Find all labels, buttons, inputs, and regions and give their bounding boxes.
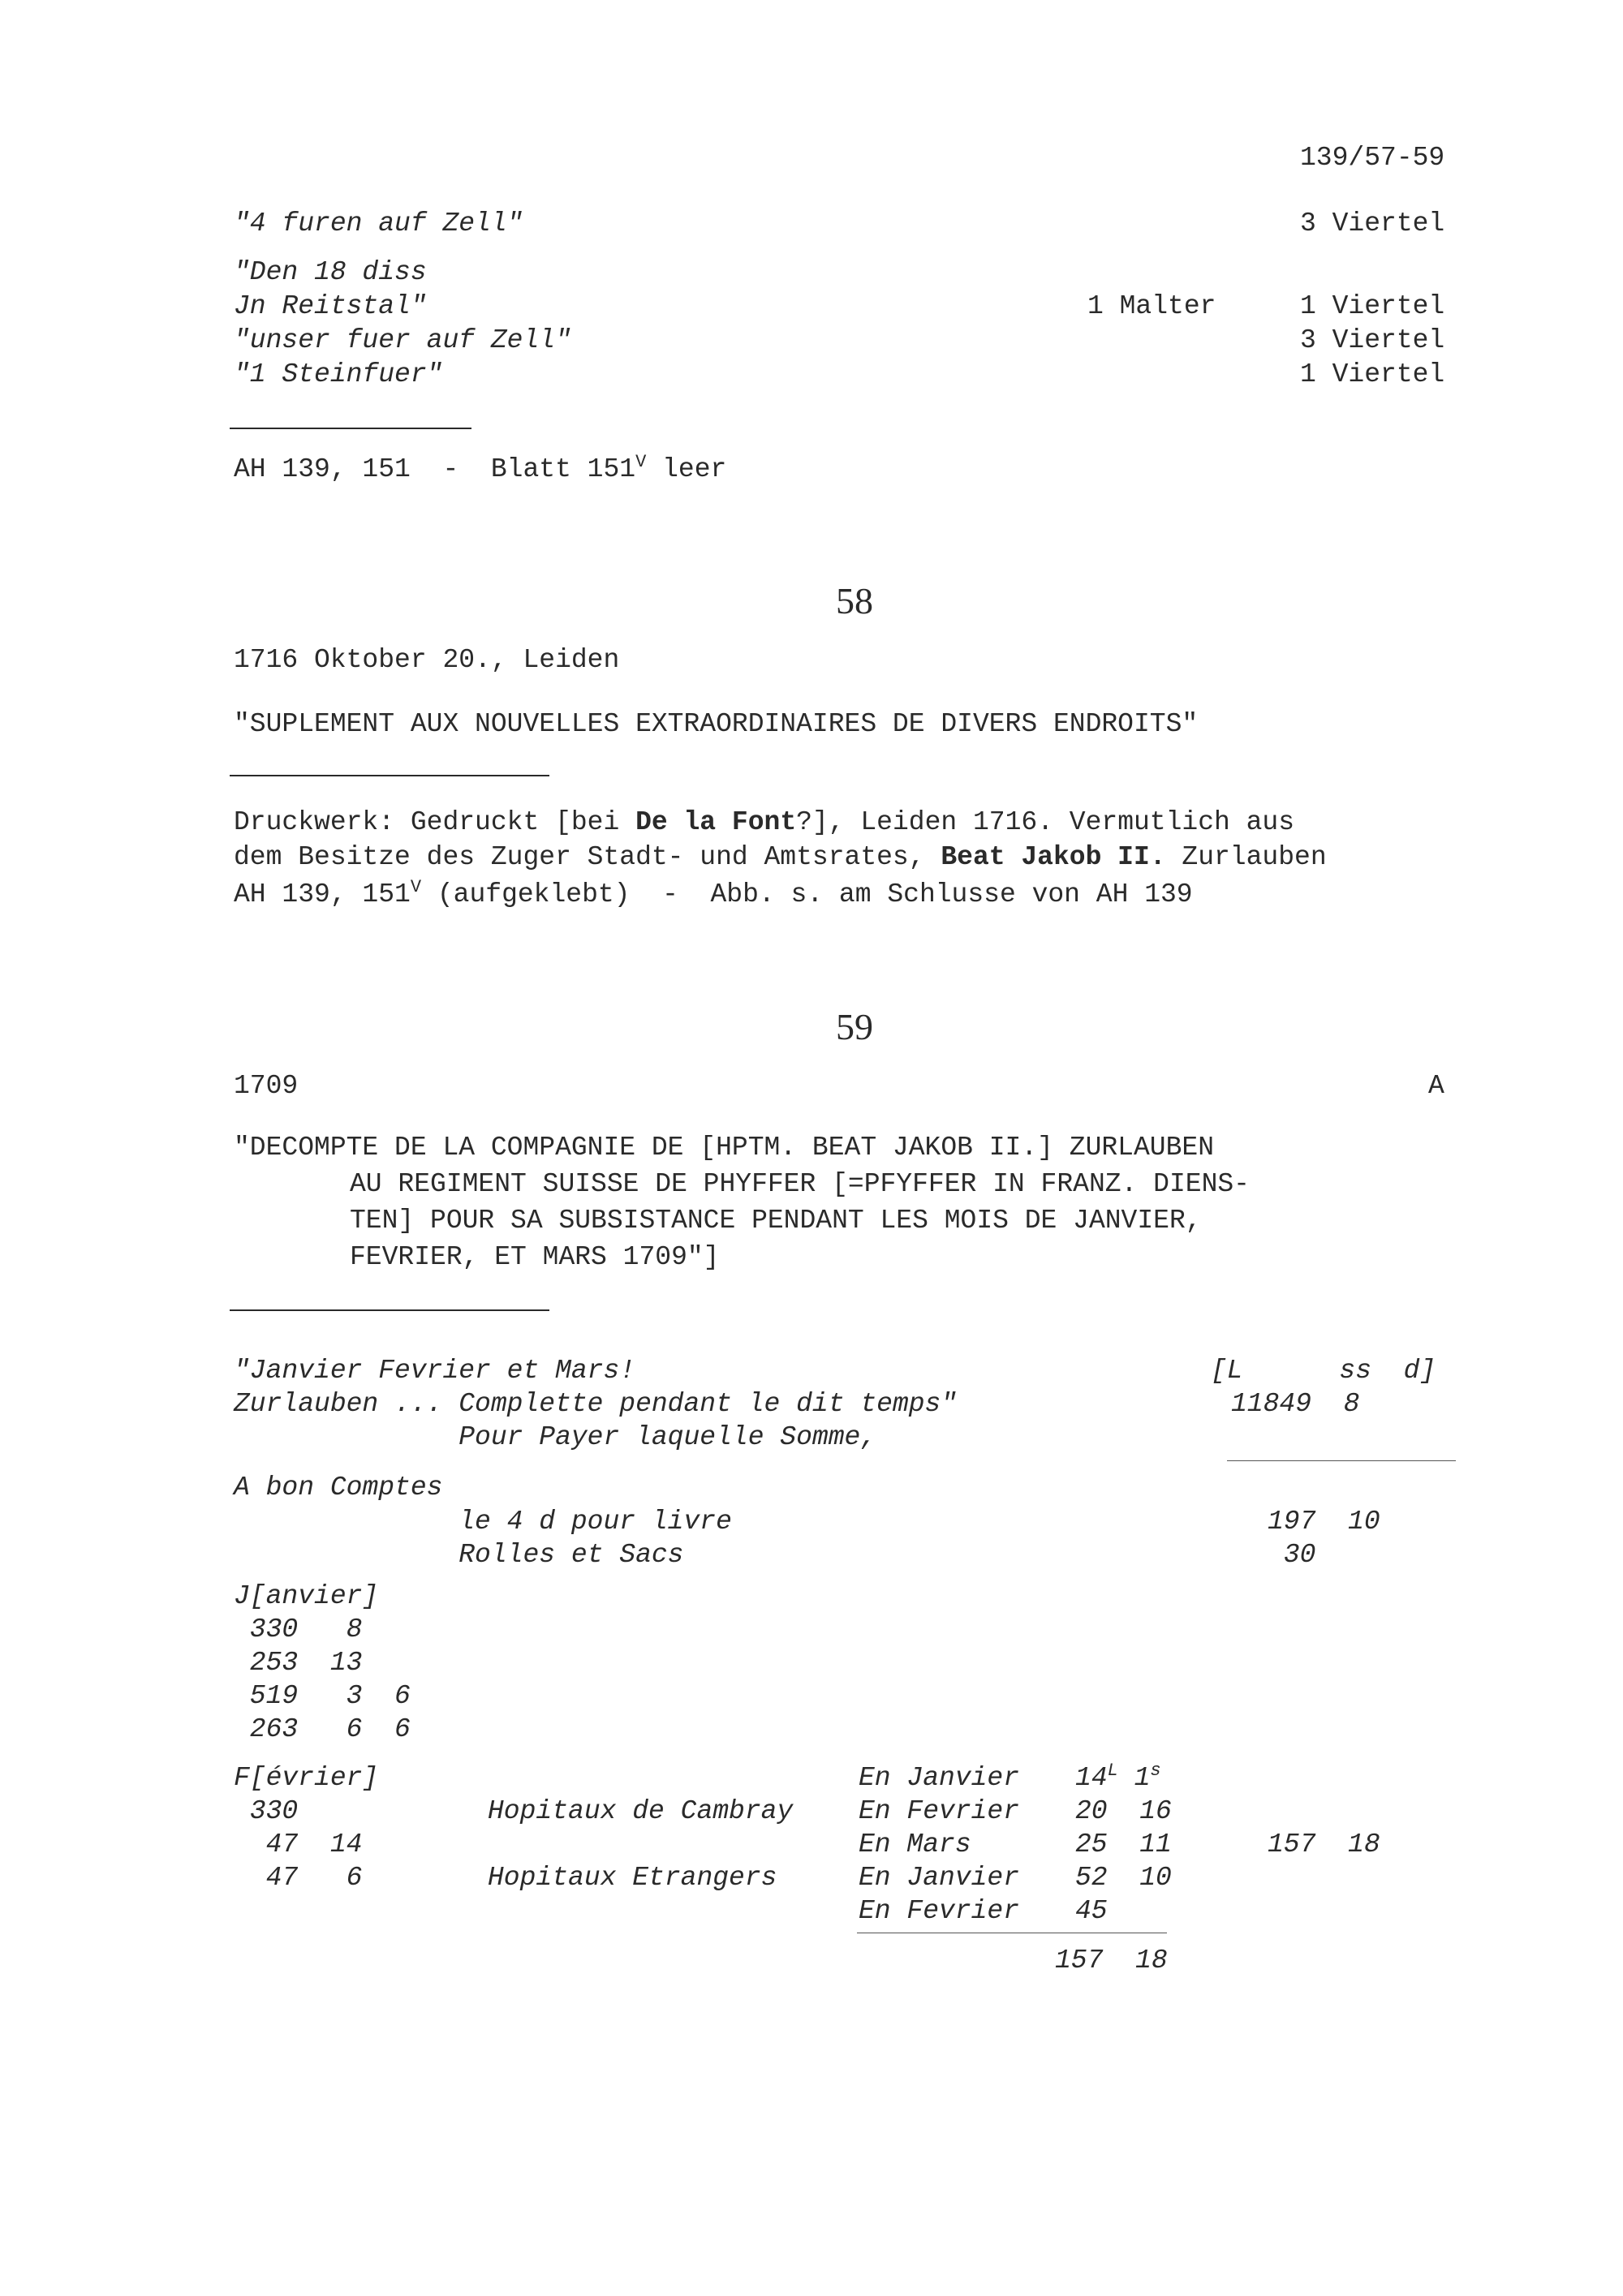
month-fevrier-2: En Fevrier	[859, 1896, 1020, 1926]
entry59-divider	[230, 1309, 549, 1311]
ledger-line-1: "Janvier Fevrier et Mars!	[234, 1356, 636, 1386]
ledger-total: 11849 8	[1231, 1389, 1360, 1419]
entry58-divider	[230, 775, 549, 776]
entry57-line-5: "1 Steinfuer"	[234, 359, 443, 389]
ledger-line-3: Pour Payer laquelle Somme,	[234, 1422, 877, 1452]
entry57-line-3-malter: 1 Malter	[1087, 291, 1216, 321]
janvier-row: 519 3 6	[234, 1681, 411, 1711]
month-mars-amount: 25 11	[1075, 1829, 1172, 1860]
month-janvier-2: En Janvier	[859, 1863, 1020, 1893]
entry58-description-line-2: dem Besitze des Zuger Stadt- und Amtsrates, Beat Jakob II. Zurlauben	[234, 842, 1327, 872]
janvier-row: 330 8	[234, 1615, 363, 1645]
month-fevrier-2-amount: 45	[1075, 1896, 1108, 1926]
month-janvier-1: En Janvier	[859, 1763, 1020, 1793]
entry57-divider	[230, 428, 471, 429]
ledger-total-underline	[1227, 1460, 1456, 1461]
entry57-line-5-viertel: 1 Viertel	[1300, 359, 1445, 389]
fevrier-row-3-left: 47 6	[234, 1863, 363, 1893]
entry57-line-3-viertel: 1 Viertel	[1300, 291, 1445, 321]
entry59-date: 1709	[234, 1071, 299, 1101]
entry57-source: AH 139, 151 - Blatt $151^V$ leer	[234, 452, 727, 484]
hospital-total-right: 157 18	[1268, 1829, 1380, 1860]
entry59-title-line-4: FEVRIER, ET MARS 1709"]	[350, 1242, 720, 1272]
ledger-line-5-amount: 197 10	[1268, 1507, 1380, 1537]
entry57-line-2: "Den 18 diss	[234, 257, 427, 287]
page-reference: 139/57-59	[1300, 143, 1445, 173]
month-janvier-2-amount: 52 10	[1075, 1863, 1172, 1893]
entry59-title-line-2: AU REGIMENT SUISSE DE PHYFFER [=PFYFFER IN FRANZ. DIENS-	[350, 1169, 1250, 1199]
entry57-line-3: Jn Reitstal"	[234, 291, 427, 321]
entry59-title-line-1: "DECOMPTE DE LA COMPAGNIE DE [HPTM. BEAT JAKOB II.] ZURLAUBEN	[234, 1133, 1214, 1163]
entry58-date: 1716 Oktober 20., Leiden	[234, 645, 620, 675]
entry58-number: 58	[836, 580, 873, 621]
entry57-line-4: "unser fuer auf Zell"	[234, 325, 571, 355]
entry59-title-line-3: TEN] POUR SA SUBSISTANCE PENDANT LES MOIS DE JANVIER,	[350, 1206, 1202, 1236]
entry57-line-4-viertel: 3 Viertel	[1300, 325, 1445, 355]
entry58-title: "SUPLEMENT AUX NOUVELLES EXTRAORDINAIRES DE DIVERS ENDROITS"	[234, 709, 1199, 739]
fevrier-row-2-left: 47 14	[234, 1829, 363, 1860]
month-janvier-1-amount: $14^L$ 1$^s$	[1075, 1761, 1161, 1793]
ledger-line-6: Rolles et Sacs	[234, 1540, 684, 1570]
hospital-cambray-label: Hopitaux de Cambray	[488, 1796, 794, 1826]
ledger-line-2: Zurlauben ... Complette pendant le dit temps"	[234, 1389, 958, 1419]
ledger-line-4: A bon Comptes	[234, 1473, 443, 1503]
janvier-row: 263 6 6	[234, 1714, 411, 1744]
fevrier-row-1-left: 330	[234, 1796, 299, 1826]
fevrier-heading: F[évrier]	[234, 1763, 379, 1793]
month-fevrier-1: En Fevrier	[859, 1796, 1020, 1826]
entry58-description-line-1: Druckwerk: Gedruckt [bei De la Font?], Leiden 1716. Vermutlich aus	[234, 807, 1295, 837]
entry58-source: AH 139, $151^V$ (aufgeklebt) - Abb. s. am Schlusse von AH 139	[234, 877, 1193, 909]
janvier-heading: J[anvier]	[234, 1581, 379, 1611]
month-fevrier-1-amount: 20 16	[1075, 1796, 1172, 1826]
entry57-line-1-viertel: 3 Viertel	[1300, 209, 1445, 239]
ledger-line-5: le 4 d pour livre	[234, 1507, 732, 1537]
ledger-line-6-amount: 30	[1268, 1540, 1316, 1570]
hospital-etrangers-label: Hopitaux Etrangers	[488, 1863, 777, 1893]
ledger-column-header: [L ss d]	[1211, 1356, 1436, 1386]
janvier-row: 253 13	[234, 1648, 363, 1678]
month-mars: En Mars	[859, 1829, 971, 1860]
entry59-mark: A	[1428, 1071, 1444, 1101]
entry59-number: 59	[836, 1006, 873, 1047]
entry57-line-1: "4 furen auf Zell"	[234, 209, 523, 239]
months-sum: 157 18	[1055, 1946, 1168, 1976]
